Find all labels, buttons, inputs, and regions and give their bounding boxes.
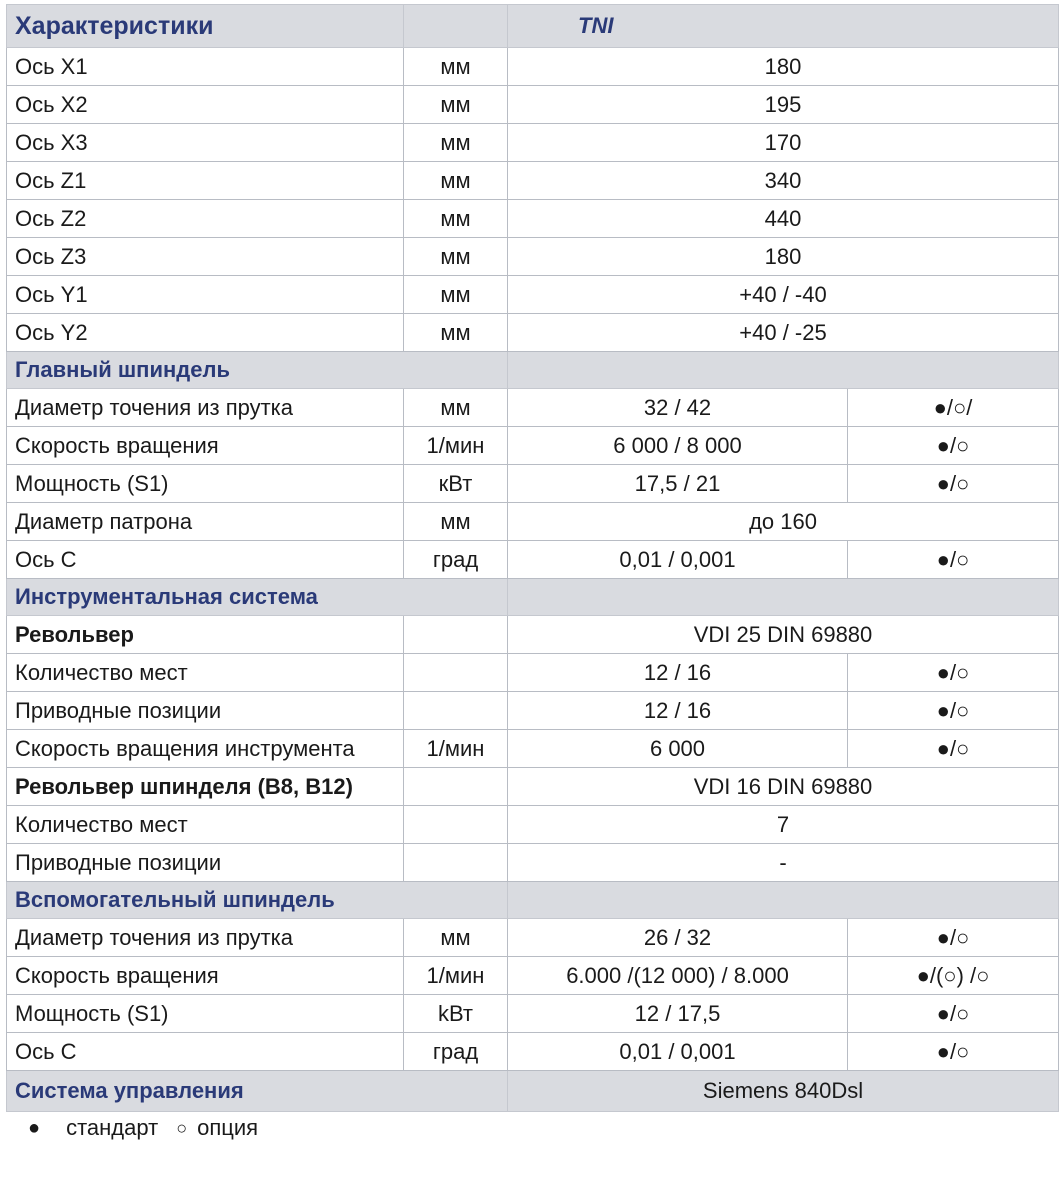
section-title: Вспомогательный шпиндель	[7, 882, 508, 919]
row-unit: 1/мин	[404, 957, 508, 995]
table-row	[7, 276, 1059, 314]
row-unit: град	[404, 541, 508, 579]
row-name: Ось C	[7, 1033, 404, 1071]
row-unit: мм	[404, 276, 508, 314]
row-name: Диаметр патрона	[7, 503, 404, 541]
row-option: ●/○	[848, 541, 1059, 579]
row-name: Револьвер шпинделя (B8, B12)	[7, 768, 404, 806]
row-value: 195	[508, 86, 1059, 124]
row-option: ●/○/	[848, 389, 1059, 427]
row-value: 340	[508, 162, 1059, 200]
row-option: ●/(○) /○	[848, 957, 1059, 995]
row-option: ●/○	[848, 654, 1059, 692]
row-name: Диаметр точения из прутка	[7, 919, 404, 957]
legend-option-label: опция	[197, 1115, 259, 1140]
row-unit: мм	[404, 503, 508, 541]
table-row	[7, 1033, 1059, 1071]
section-header	[7, 579, 1059, 616]
row-value: 180	[508, 238, 1059, 276]
row-option: ●/○	[848, 1033, 1059, 1071]
row-name: Диаметр точения из прутка	[7, 389, 404, 427]
row-value: 0,01 / 0,001	[508, 1033, 848, 1071]
row-name: Ось Y1	[7, 276, 404, 314]
row-name: Мощность (S1)	[7, 995, 404, 1033]
header-row	[7, 5, 1059, 48]
row-value: VDI 16 DIN 69880	[508, 768, 1059, 806]
table-row	[7, 86, 1059, 124]
table-row	[7, 162, 1059, 200]
row-option: ●/○	[848, 730, 1059, 768]
row-value: 12 / 16	[508, 654, 848, 692]
section-header	[7, 352, 1059, 389]
table-row	[7, 541, 1059, 579]
table-row	[7, 995, 1059, 1033]
table-row	[7, 389, 1059, 427]
row-unit: 1/мин	[404, 730, 508, 768]
row-value: VDI 25 DIN 69880	[508, 616, 1059, 654]
section-header	[7, 1071, 1059, 1112]
row-unit: мм	[404, 919, 508, 957]
row-value: -	[508, 844, 1059, 882]
table-row	[7, 730, 1059, 768]
row-value: 170	[508, 124, 1059, 162]
row-unit: мм	[404, 86, 508, 124]
row-value: 12 / 17,5	[508, 995, 848, 1033]
table-row	[7, 768, 1059, 806]
row-value: 6 000	[508, 730, 848, 768]
row-name: Количество мест	[7, 806, 404, 844]
row-name: Ось Z2	[7, 200, 404, 238]
row-unit: 1/мин	[404, 427, 508, 465]
model-name: TNI	[508, 5, 1059, 48]
table-row	[7, 654, 1059, 692]
table-row	[7, 427, 1059, 465]
section-header	[7, 882, 1059, 919]
row-value: 26 / 32	[508, 919, 848, 957]
row-name: Скорость вращения инструмента	[7, 730, 404, 768]
row-unit: мм	[404, 162, 508, 200]
row-value: 6.000 /(12 000) / 8.000	[508, 957, 848, 995]
row-name: Приводные позиции	[7, 844, 404, 882]
table-row	[7, 465, 1059, 503]
table-row	[7, 238, 1059, 276]
legend-standard-label: стандарт	[66, 1115, 159, 1140]
row-name: Ось C	[7, 541, 404, 579]
row-unit: мм	[404, 200, 508, 238]
row-name: Скорость вращения	[7, 427, 404, 465]
control-value: Siemens 840Dsl	[508, 1071, 1059, 1112]
section-title: Система управления	[7, 1071, 508, 1112]
row-unit	[404, 654, 508, 692]
row-name: Количество мест	[7, 654, 404, 692]
row-unit: град	[404, 1033, 508, 1071]
table-row	[7, 314, 1059, 352]
row-name: Револьвер	[7, 616, 404, 654]
section-title: Главный шпиндель	[7, 352, 508, 389]
row-value: 7	[508, 806, 1059, 844]
row-name: Мощность (S1)	[7, 465, 404, 503]
standard-dot-icon: ●	[28, 1116, 41, 1139]
table-row	[7, 124, 1059, 162]
row-value: 6 000 / 8 000	[508, 427, 848, 465]
row-value: 17,5 / 21	[508, 465, 848, 503]
row-value: 0,01 / 0,001	[508, 541, 848, 579]
table-row	[7, 957, 1059, 995]
table-row	[7, 503, 1059, 541]
row-name: Ось X1	[7, 48, 404, 86]
row-value: 440	[508, 200, 1059, 238]
row-unit: мм	[404, 238, 508, 276]
row-value: +40 / -40	[508, 276, 1059, 314]
row-name: Ось Y2	[7, 314, 404, 352]
row-value: +40 / -25	[508, 314, 1059, 352]
row-unit: мм	[404, 48, 508, 86]
row-name: Ось X3	[7, 124, 404, 162]
row-option: ●/○	[848, 995, 1059, 1033]
row-option: ●/○	[848, 919, 1059, 957]
row-unit: мм	[404, 124, 508, 162]
row-value: до 160	[508, 503, 1059, 541]
row-unit	[404, 692, 508, 730]
row-option: ●/○	[848, 427, 1059, 465]
table-row	[7, 200, 1059, 238]
spec-table	[6, 4, 1059, 1112]
row-unit: мм	[404, 314, 508, 352]
section-title: Инструментальная система	[7, 579, 508, 616]
option-circle-icon: ○	[176, 1117, 188, 1138]
row-name: Ось Z1	[7, 162, 404, 200]
table-row	[7, 692, 1059, 730]
row-name: Приводные позиции	[7, 692, 404, 730]
page-title: Характеристики	[7, 5, 404, 48]
row-name: Скорость вращения	[7, 957, 404, 995]
row-name: Ось Z3	[7, 238, 404, 276]
table-row	[7, 616, 1059, 654]
table-row	[7, 48, 1059, 86]
row-value: 32 / 42	[508, 389, 848, 427]
table-row	[7, 806, 1059, 844]
row-option: ●/○	[848, 465, 1059, 503]
row-name: Ось X2	[7, 86, 404, 124]
legend	[28, 1115, 258, 1141]
row-option: ●/○	[848, 692, 1059, 730]
row-unit: kВт	[404, 995, 508, 1033]
row-unit: мм	[404, 389, 508, 427]
row-value: 180	[508, 48, 1059, 86]
table-row	[7, 844, 1059, 882]
row-unit: кВт	[404, 465, 508, 503]
table-row	[7, 919, 1059, 957]
row-value: 12 / 16	[508, 692, 848, 730]
